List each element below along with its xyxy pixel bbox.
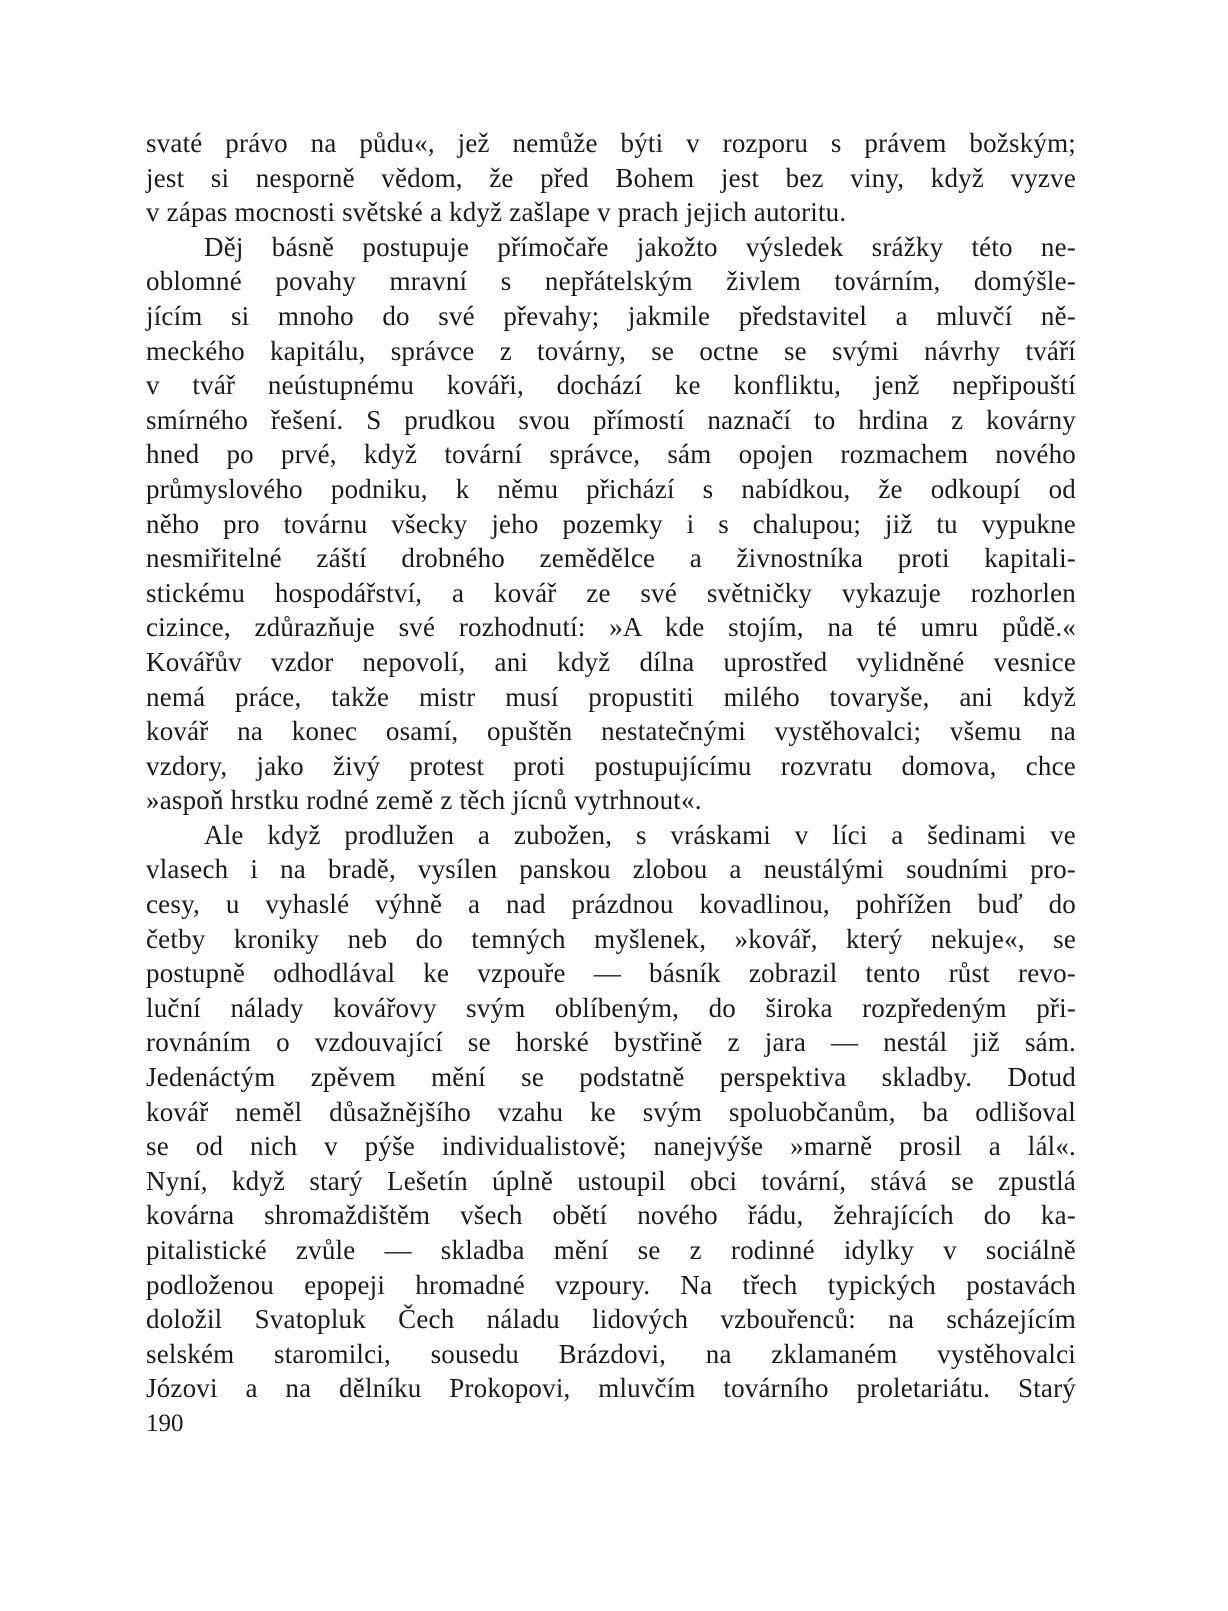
text-line: luční nálady kovářovy svým oblíbeným, do široka rozpředeným při- [146,992,1076,1023]
text-line: Kovářův vzdor nepovolí, ani když dílna uprostřed vylidněné vesnice [146,646,1076,677]
text-line: pitalistické zvůle — skladba mění se z rodinné idylky v sociálně [146,1235,1076,1265]
text-line: kovárna shromaždištěm všech obětí nového řádu, žehrajících do ka- [146,1200,1076,1231]
text-line: stickému hospodářství, a kovář ze své světničky vykazuje rozhorlen [146,577,1076,608]
text-line: hned po prvé, když tovární správce, sám opojen rozmachem nového [146,439,1076,470]
text-line: Józovi a na dělníku Prokopovi, mluvčím továrního proletariátu. Starý [146,1373,1076,1404]
text-line: v zápas mocnosti světské a když zašlape v prach jejich autoritu. [146,197,847,228]
text-line: rovnáním o vzdouvající se horské bystřině z jara — nestál již sám. [146,1027,1076,1058]
text-line: doložil Svatopluk Čech náladu lidových vzbouřenců: na scházejícím [146,1304,1076,1335]
text-line: »aspoň hrstku rodné země z těch jícnů vytrhnout«. [146,785,702,816]
text-line: postupně odhodlával ke vzpouře — básník zobrazil tento růst revo- [146,958,1076,989]
page-number: 190 [146,1410,184,1437]
text-line: kovář neměl důsažnějšího vzahu ke svým spoluobčanům, ba odlišoval [146,1096,1076,1127]
text-line: kovář na konec osamí, opuštěn nestatečnými vystěhovalci; všemu na [146,716,1076,747]
text-line: něho pro továrnu všecky jeho pozemky i s chalupou; již tu vypukne [146,508,1076,539]
text-line: v tvář neústupnému kováři, dochází ke konfliktu, jenž nepřipouští [146,370,1076,401]
text-line: se od nich v pýše individualistově; nanejvýše »marně prosil a lál«. [146,1131,1076,1162]
text-line: svaté právo na půdu«, jež nemůže býti v rozporu s právem božským; [146,128,1076,158]
text-line: Nyní, když starý Lešetín úplně ustoupil obci tovární, stává se zpustlá [146,1165,1076,1196]
text-line: jest si nesporně vědom, že před Bohem jest bez viny, když vyzve [146,162,1076,193]
text-line: podloženou epopeji hromadné vzpoury. Na třech typických postavách [146,1269,1076,1300]
text-line: cizince, zdůrazňuje své rozhodnutí: »A kde stojím, na té umru půdě.« [146,612,1076,643]
page-body [146,126,1076,1406]
text-line: četby kroniky neb do temných myšlenek, »kovář, který nekuje«, se [146,923,1076,954]
text-line: průmyslového podniku, k němu přichází s nabídkou, že odkoupí od [146,473,1076,504]
text-line: smírného řešení. S prudkou svou přímostí naznačí to hrdina z kovárny [146,404,1076,435]
text-line: nemá práce, takže mistr musí propustiti milého tovaryše, ani když [146,681,1076,712]
text-line: cesy, u vyhaslé výhně a nad prázdnou kovadlinou, pohřížen buď do [146,889,1076,920]
text-line: nesmiřitelné záští drobného zemědělce a živnostníka proti kapitali- [146,543,1076,574]
text-line: Jedenáctým zpěvem mění se podstatně perspektiva skladby. Dotud [146,1062,1076,1093]
text-line: Ale když prodlužen a zubožen, s vráskami v líci a šedinami ve [204,819,1076,850]
text-line: jícím si mnoho do své převahy; jakmile představitel a mluvčí ně- [146,300,1076,331]
text-line: oblomné povahy mravní s nepřátelským živlem továrním, domýšle- [146,266,1076,297]
text-line: meckého kapitálu, správce z továrny, se octne se svými návrhy tváří [146,335,1076,366]
text-line: vlasech i na bradě, vysílen panskou zlobou a neustálými soudními pro- [146,854,1076,885]
text-line: vzdory, jako živý protest proti postupujícímu rozvratu domova, chce [146,750,1076,781]
text-line: Děj básně postupuje přímočaře jakožto výsledek srážky této ne- [204,231,1076,262]
text-line: selském staromilci, sousedu Brázdovi, na zklamaném vystěhovalci [146,1338,1076,1369]
